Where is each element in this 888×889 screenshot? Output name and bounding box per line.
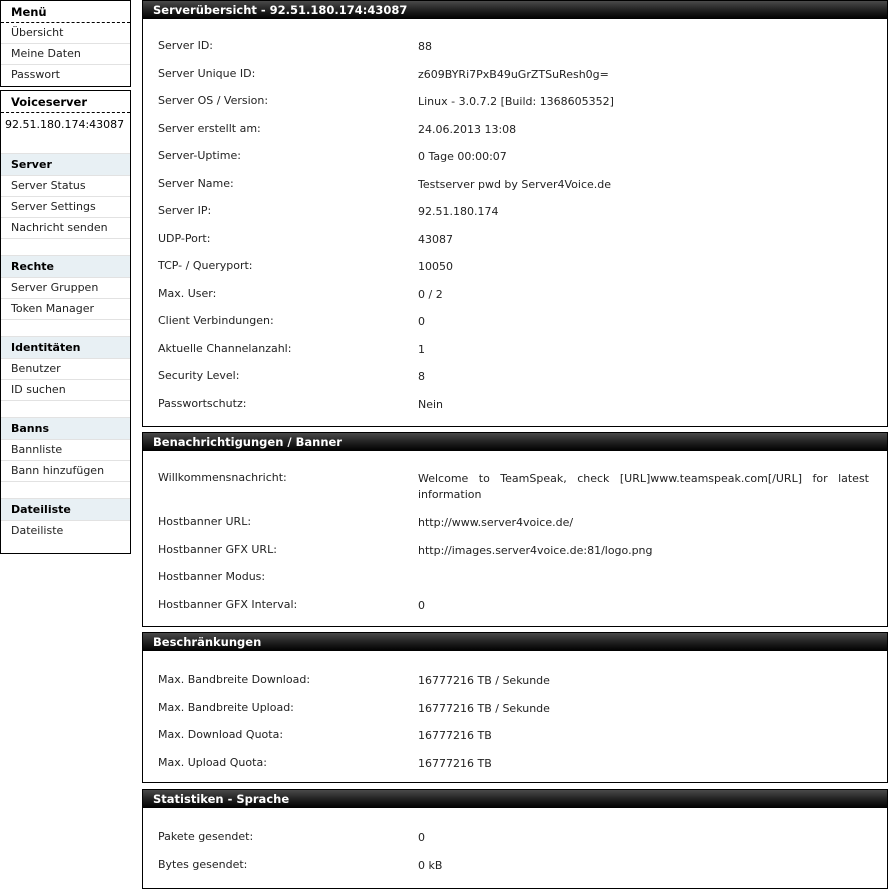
banner-title: Benachrichtigungen / Banner xyxy=(143,433,887,451)
limits-title: Beschränkungen xyxy=(143,633,887,651)
limits-body xyxy=(143,651,887,775)
info-row xyxy=(143,306,887,334)
row-value: Welcome to TeamSpeak, check [URL]www.teamspeak.com[/URL] for latest information xyxy=(418,472,869,501)
group-dateiliste: Dateiliste xyxy=(1,499,130,521)
row-value: http://images.server4voice.de:81/logo.png xyxy=(418,543,653,557)
row-label: Server Name: xyxy=(158,176,234,190)
info-row xyxy=(143,196,887,224)
row-label: Max. Download Quota: xyxy=(158,728,284,741)
row-value: 16777216 TB xyxy=(418,729,492,742)
info-row xyxy=(143,535,887,563)
info-row xyxy=(143,720,887,748)
divider xyxy=(1,401,130,418)
info-row xyxy=(143,389,887,417)
row-label: Aktuelle Channelanzahl: xyxy=(158,341,292,355)
row-value: 92.51.180.174 xyxy=(418,205,499,218)
info-row xyxy=(143,693,887,721)
row-value: 0 Tage 00:00:07 xyxy=(418,150,507,163)
row-value: 16777216 TB / Sekunde xyxy=(418,674,550,687)
row-label: Hostbanner GFX URL: xyxy=(158,542,277,556)
row-label: UDP-Port: xyxy=(158,231,211,245)
row-value: Nein xyxy=(418,397,444,411)
divider xyxy=(1,482,130,499)
row-value: 1 xyxy=(418,342,425,356)
row-value: 8 xyxy=(418,370,425,383)
info-row xyxy=(143,224,887,252)
info-row xyxy=(143,59,887,87)
info-row xyxy=(143,141,887,169)
row-label: Server ID: xyxy=(158,39,213,52)
row-label: Server OS / Version: xyxy=(158,94,269,107)
info-row xyxy=(143,507,887,535)
row-label: Hostbanner GFX Interval: xyxy=(158,597,298,611)
row-label: Hostbanner Modus: xyxy=(158,570,266,583)
row-label: Server IP: xyxy=(158,204,212,217)
stats-panel xyxy=(142,789,888,889)
group-identitaeten: Identitäten xyxy=(1,337,130,359)
group-rechte: Rechte xyxy=(1,256,130,278)
info-row xyxy=(143,31,887,59)
banner-body xyxy=(143,451,887,617)
info-row xyxy=(143,114,887,142)
overview-body xyxy=(143,19,887,416)
info-row xyxy=(143,562,887,590)
menu-box xyxy=(0,0,131,87)
divider xyxy=(1,320,130,337)
nav-passwort[interactable]: Passwort xyxy=(11,68,60,81)
row-label: TCP- / Queryport: xyxy=(158,259,253,272)
row-value: 88 xyxy=(418,40,432,53)
nav-nachricht-senden[interactable]: Nachricht senden xyxy=(1,218,130,239)
row-value: Testserver pwd by Server4Voice.de xyxy=(418,177,612,191)
info-row xyxy=(143,850,887,878)
info-row xyxy=(143,590,887,618)
row-label: Max. User: xyxy=(158,286,217,300)
row-label: Security Level: xyxy=(158,369,240,382)
info-row xyxy=(143,251,887,279)
overview-panel xyxy=(142,0,888,427)
row-label: Max. Upload Quota: xyxy=(158,755,267,769)
voiceserver-address: 92.51.180.174:43087 xyxy=(5,118,125,131)
nav-id-suchen[interactable]: ID suchen xyxy=(1,380,130,401)
banner-panel xyxy=(142,432,888,627)
nav-meine-daten[interactable]: Meine Daten xyxy=(1,44,130,65)
row-value xyxy=(418,562,887,570)
info-row xyxy=(143,665,887,693)
row-value: Linux - 3.0.7.2 [Build: 1368605352] xyxy=(418,95,614,108)
limits-panel xyxy=(142,632,888,783)
row-label: Max. Bandbreite Upload: xyxy=(158,700,294,714)
info-row xyxy=(143,748,887,776)
nav-bannliste[interactable]: Bannliste xyxy=(1,440,130,461)
row-value: 16777216 TB xyxy=(418,756,492,770)
overview-title: Serverübersicht - 92.51.180.174:43087 xyxy=(143,1,887,19)
group-banns: Banns xyxy=(1,418,130,440)
row-label: Max. Bandbreite Download: xyxy=(158,673,311,686)
menu-title: Menü xyxy=(1,1,130,23)
row-value: 0 / 2 xyxy=(418,287,443,301)
row-label: Client Verbindungen: xyxy=(158,314,274,327)
divider xyxy=(1,239,130,256)
info-row xyxy=(143,822,887,850)
row-value: 10050 xyxy=(418,260,453,273)
row-value: 0 xyxy=(418,598,425,612)
info-row xyxy=(143,169,887,197)
row-label: Willkommensnachricht: xyxy=(158,471,287,484)
row-value: 0 xyxy=(418,315,425,328)
nav-uebersicht[interactable]: Übersicht xyxy=(1,23,130,44)
info-row xyxy=(143,86,887,114)
row-value: 24.06.2013 13:08 xyxy=(418,122,517,136)
row-label: Hostbanner URL: xyxy=(158,515,252,528)
nav-server-gruppen[interactable]: Server Gruppen xyxy=(1,278,130,299)
row-value: z609BYRi7PxB49uGrZTSuResh0g= xyxy=(418,67,609,81)
row-label: Pakete gesendet: xyxy=(158,830,254,843)
stats-title: Statistiken - Sprache xyxy=(143,790,887,808)
divider xyxy=(1,137,130,154)
info-row xyxy=(143,334,887,362)
row-value: 0 xyxy=(418,831,425,844)
row-label: Server Unique ID: xyxy=(158,66,256,80)
nav-token-manager[interactable]: Token Manager xyxy=(1,299,130,320)
row-value: 0 kB xyxy=(418,858,443,872)
nav-benutzer[interactable]: Benutzer xyxy=(1,359,130,380)
stats-body xyxy=(143,808,887,877)
row-value: http://www.server4voice.de/ xyxy=(418,516,574,529)
group-server: Server xyxy=(1,154,130,176)
info-row xyxy=(143,279,887,307)
nav-dateiliste[interactable]: Dateiliste xyxy=(11,524,64,537)
row-label: Passwortschutz: xyxy=(158,396,247,410)
voiceserver-box xyxy=(0,90,131,554)
voiceserver-title: Voiceserver xyxy=(1,91,130,113)
row-value: 16777216 TB / Sekunde xyxy=(418,701,550,715)
row-label: Server-Uptime: xyxy=(158,149,241,162)
nav-server-status[interactable]: Server Status xyxy=(1,176,130,197)
nav-server-settings[interactable]: Server Settings xyxy=(1,197,130,218)
nav-bann-hinzufuegen[interactable]: Bann hinzufügen xyxy=(1,461,130,482)
info-row xyxy=(143,361,887,389)
row-label: Server erstellt am: xyxy=(158,121,261,135)
row-label: Bytes gesendet: xyxy=(158,857,248,871)
row-value: 43087 xyxy=(418,232,453,246)
